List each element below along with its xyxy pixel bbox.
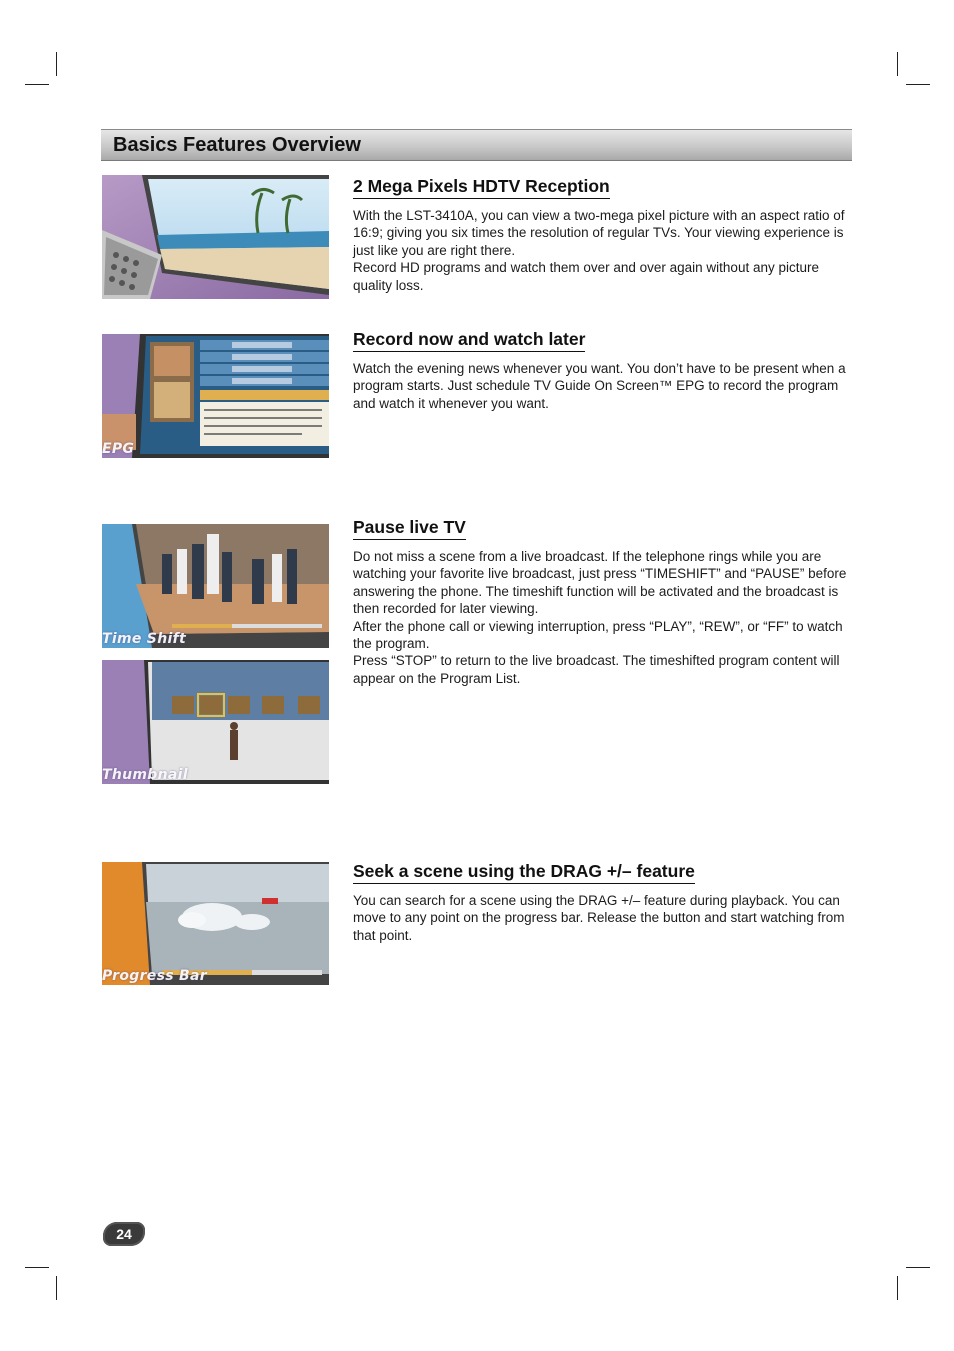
page-title: Basics Features Overview xyxy=(113,134,361,156)
section-pause xyxy=(353,517,853,687)
section-heading: Pause live TV xyxy=(353,517,466,540)
title-bar xyxy=(101,129,852,161)
hdtv-image xyxy=(102,175,329,299)
section-text: Press “STOP” to return to the live broadcast. The timeshifted program content will appear on the Program List. xyxy=(353,653,840,686)
epg-image xyxy=(102,334,329,458)
thumbnail-image xyxy=(102,660,329,784)
progress-bar-image xyxy=(102,862,329,985)
page-number-badge: 24 xyxy=(103,1222,145,1246)
crop-mark xyxy=(897,52,898,76)
image-caption: Progress Bar xyxy=(102,968,207,984)
crop-mark xyxy=(56,52,57,76)
section-heading: Seek a scene using the DRAG +/– feature xyxy=(353,861,695,884)
image-caption: Thumbnail xyxy=(102,767,188,783)
section-text: With the LST-3410A, you can view a two-mega pixel picture with an aspect ratio of 16:9; giving you six times the resolution of regular TVs. Your viewing experience is just like you are right there. xyxy=(353,208,845,258)
crop-mark xyxy=(25,84,49,85)
section-text: Do not miss a scene from a live broadcast. If the telephone rings while you are watching your favorite live broadcast, just press “TIMESHIFT” and “PAUSE” before answering the phone. The timeshift function will be activated and the broadcast is then recorded for later viewing. xyxy=(353,549,847,617)
crop-mark xyxy=(906,84,930,85)
section-heading: Record now and watch later xyxy=(353,329,585,352)
section-seek xyxy=(353,861,853,944)
section-record xyxy=(353,329,853,412)
image-caption: EPG xyxy=(102,441,135,457)
timeshift-image xyxy=(102,524,329,648)
crop-mark xyxy=(897,1276,898,1300)
section-heading: 2 Mega Pixels HDTV Reception xyxy=(353,176,610,199)
image-caption: Time Shift xyxy=(102,631,186,647)
section-text: Watch the evening news whenever you want. You don’t have to be present when a program starts. Just schedule TV Guide On Screen™ EPG to record the program and watch it whenever you want. xyxy=(353,361,846,411)
crop-mark xyxy=(906,1267,930,1268)
section-text: After the phone call or viewing interruption, press “PLAY”, “REW”, or “FF” to watch the program. xyxy=(353,618,843,652)
crop-mark xyxy=(56,1276,57,1300)
section-hdtv xyxy=(353,176,853,294)
section-text: You can search for a scene using the DRAG +/– feature during playback. You can move to any point on the progress bar. Release the button and start watching from that point. xyxy=(353,893,845,943)
crop-mark xyxy=(25,1267,49,1268)
section-text: Record HD programs and watch them over and over again without any picture quality loss. xyxy=(353,260,819,293)
